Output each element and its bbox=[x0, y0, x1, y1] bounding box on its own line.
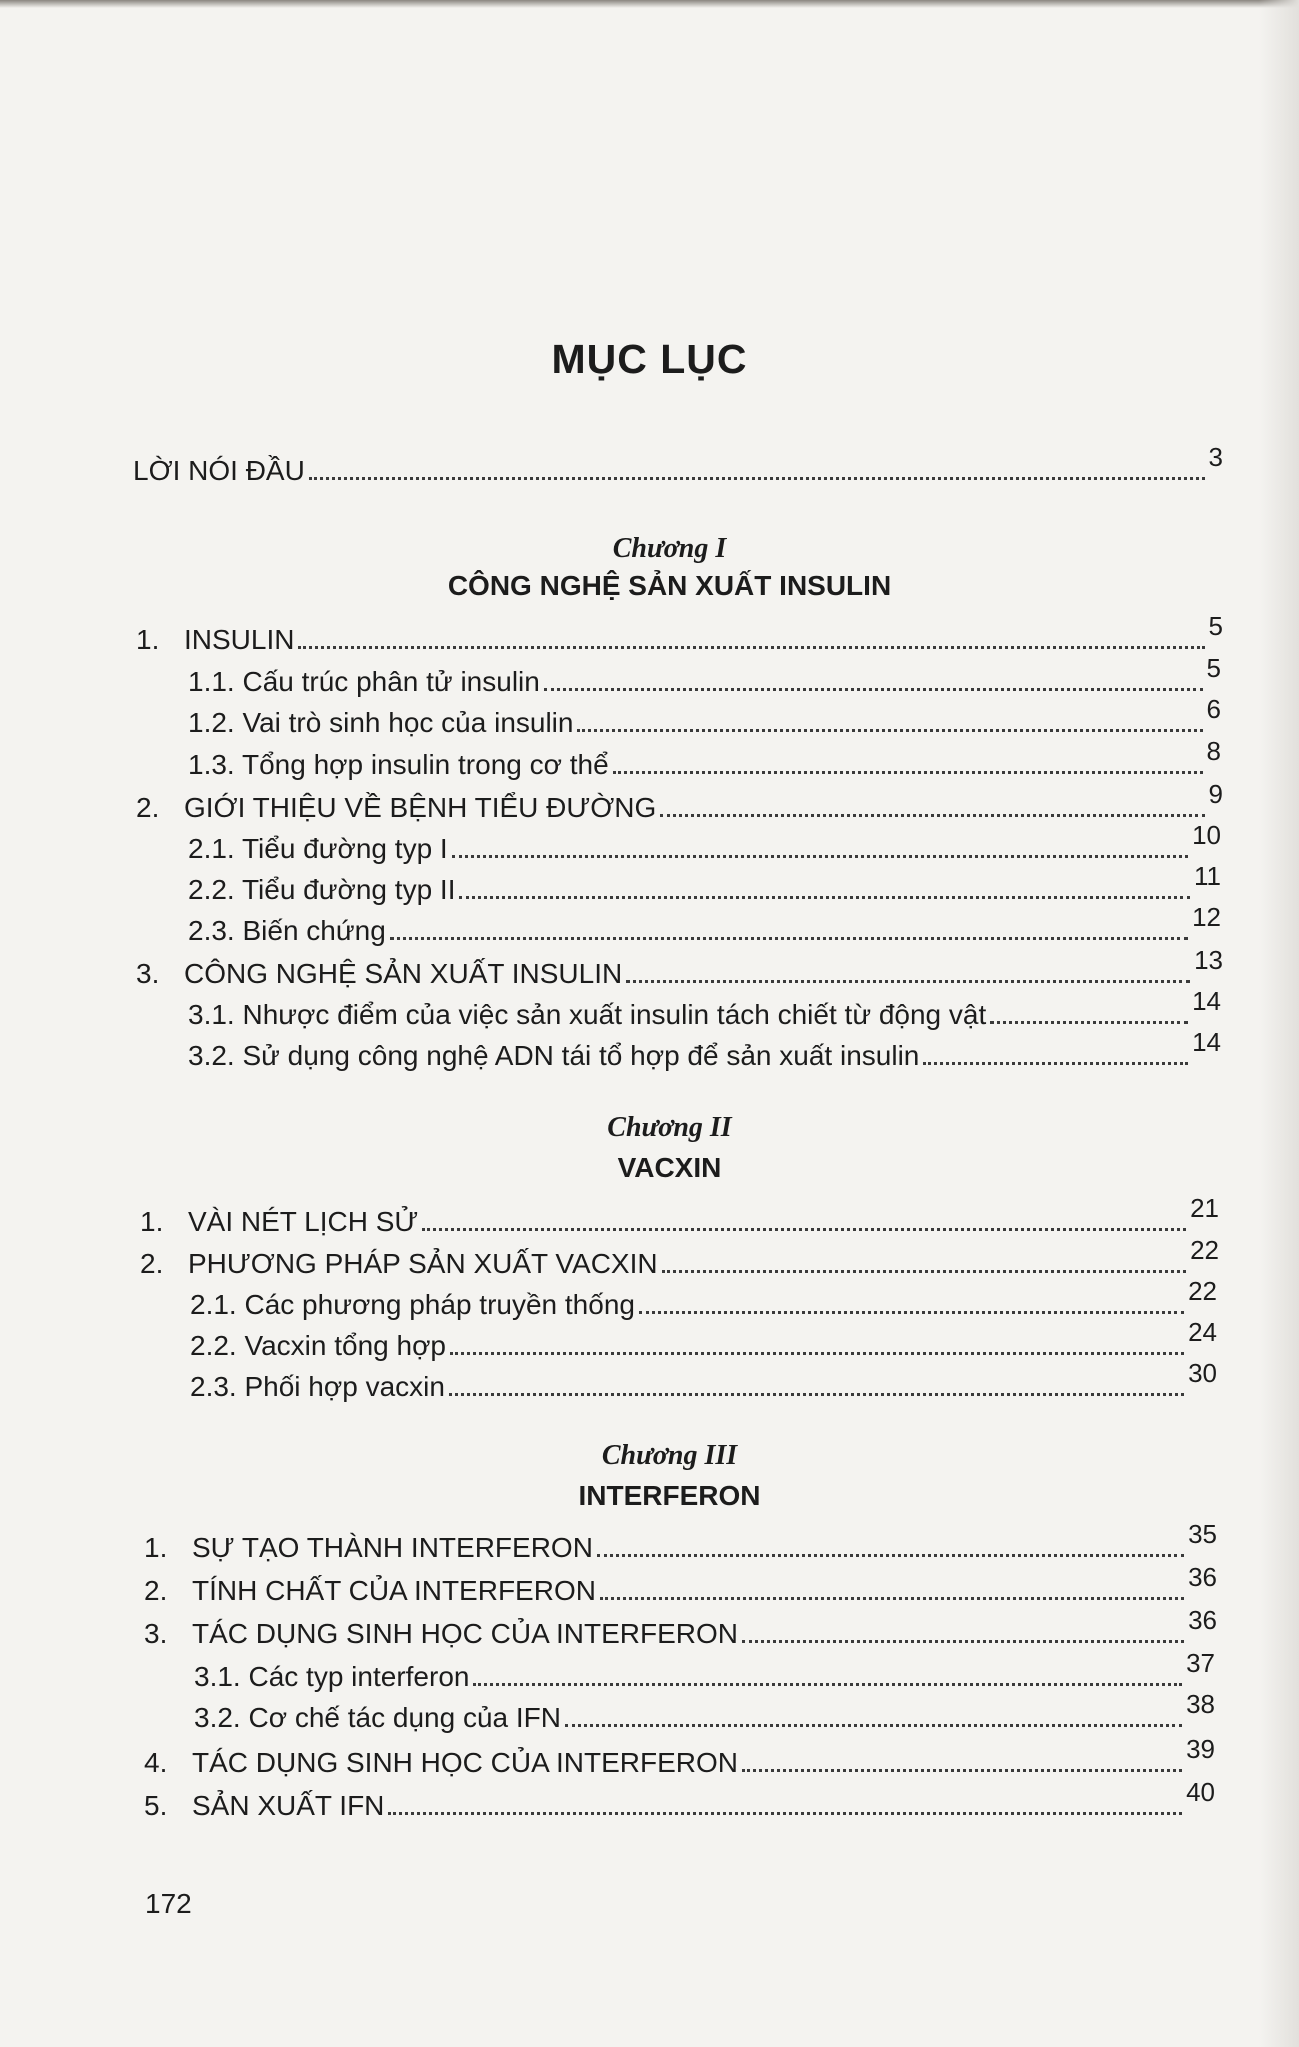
leader-dots bbox=[600, 1595, 1184, 1600]
toc-entry-number: 4. bbox=[144, 1747, 168, 1778]
toc-entry-label: 3.2. Sử dụng công nghệ ADN tái tổ hợp để sản xuất insulin bbox=[188, 1040, 920, 1071]
toc-entry-page: 37 bbox=[1186, 1648, 1215, 1678]
toc-entry-number: 5. bbox=[144, 1790, 168, 1821]
leader-dots bbox=[639, 1309, 1184, 1314]
page-title: MỤC LỤC bbox=[551, 336, 748, 382]
toc-entry-label: CÔNG NGHỆ SẢN XUẤT INSULIN bbox=[184, 958, 623, 989]
leader-dots bbox=[309, 475, 1205, 480]
leader-dots bbox=[626, 978, 1190, 983]
toc-entry-label: 2.1. Tiểu đường typ I bbox=[188, 833, 448, 864]
toc-entry-number: 3. bbox=[136, 958, 160, 989]
toc-entry bbox=[140, 1235, 1219, 1280]
toc-entry-number: 2. bbox=[140, 1248, 164, 1279]
toc-entry-label: INSULIN bbox=[184, 624, 295, 655]
toc-entry-label: TÁC DỤNG SINH HỌC CỦA INTERFERON bbox=[192, 1747, 739, 1778]
leader-dots bbox=[459, 894, 1190, 899]
toc-entry-page: 38 bbox=[1186, 1689, 1215, 1719]
chapter-title: INTERFERON bbox=[578, 1480, 761, 1511]
toc-entry bbox=[188, 1027, 1221, 1072]
page-top-shadow bbox=[0, 0, 1299, 8]
toc-entry bbox=[194, 1689, 1215, 1734]
toc-entry-label: VÀI NÉT LỊCH SỬ bbox=[188, 1206, 419, 1237]
leader-dots bbox=[613, 769, 1203, 774]
toc-entry-page: 40 bbox=[1186, 1777, 1215, 1807]
toc-entry-number: 1. bbox=[144, 1532, 168, 1563]
leader-dots bbox=[452, 853, 1188, 858]
toc-entry-label: 2.1. Các phương pháp truyền thống bbox=[190, 1289, 635, 1320]
leader-dots bbox=[990, 1019, 1188, 1024]
toc-entry-page: 21 bbox=[1190, 1193, 1219, 1223]
toc-entry-page: 14 bbox=[1192, 986, 1221, 1016]
toc-entry-page: 5 bbox=[1206, 653, 1221, 683]
leader-dots bbox=[544, 686, 1203, 691]
toc-entry-page: 22 bbox=[1188, 1276, 1217, 1306]
chapter-title: VACXIN bbox=[617, 1152, 722, 1183]
toc-entry-label: 2.3. Phối hợp vacxin bbox=[190, 1371, 445, 1402]
toc-entry bbox=[188, 861, 1221, 906]
toc-entry-label: TÍNH CHẤT CỦA INTERFERON bbox=[192, 1575, 596, 1606]
toc-entry bbox=[188, 736, 1221, 781]
toc-entry-number: 1. bbox=[140, 1206, 164, 1237]
toc-entry bbox=[144, 1605, 1217, 1650]
toc-entry bbox=[190, 1317, 1217, 1362]
toc-entry bbox=[136, 779, 1223, 824]
toc-entry bbox=[136, 611, 1223, 656]
toc-entry-label: 3.2. Cơ chế tác dụng của IFN bbox=[194, 1702, 561, 1733]
toc-entry-page: 13 bbox=[1194, 945, 1223, 975]
toc-entry bbox=[188, 986, 1221, 1031]
toc-entry-label: LỜI NÓI ĐẦU bbox=[133, 455, 305, 486]
toc-entry-page: 8 bbox=[1206, 736, 1221, 766]
leader-dots bbox=[390, 935, 1188, 940]
leader-dots bbox=[577, 727, 1202, 732]
toc-entry-page: 14 bbox=[1192, 1027, 1221, 1057]
chapter-label: Chương III bbox=[601, 1440, 738, 1471]
toc-entry bbox=[188, 820, 1221, 865]
toc-entry-label: 2.3. Biến chứng bbox=[188, 915, 386, 946]
toc-entry-label: 1.2. Vai trò sinh học của insulin bbox=[188, 707, 574, 738]
toc-entry-label: 2.2. Tiểu đường typ II bbox=[188, 874, 456, 905]
page-right-edge bbox=[1259, 0, 1299, 2047]
toc-entry-number: 3. bbox=[144, 1618, 168, 1649]
toc-entry-page: 35 bbox=[1188, 1519, 1217, 1549]
toc-entry-page: 12 bbox=[1192, 902, 1221, 932]
toc-entry-label: 1.3. Tổng hợp insulin trong cơ thể bbox=[188, 749, 609, 780]
toc-entry bbox=[144, 1519, 1217, 1564]
toc-entry-number: 2. bbox=[136, 792, 160, 823]
leader-dots bbox=[388, 1810, 1182, 1815]
toc-entry-page: 5 bbox=[1208, 611, 1223, 641]
toc-entry bbox=[136, 945, 1223, 990]
toc-entry-label: PHƯƠNG PHÁP SẢN XUẤT VACXIN bbox=[188, 1248, 658, 1279]
toc-entry-page: 10 bbox=[1192, 820, 1221, 850]
chapter-label: Chương I bbox=[612, 533, 727, 564]
toc-entry-label: SẢN XUẤT IFN bbox=[192, 1790, 385, 1821]
toc-entry-page: 9 bbox=[1208, 779, 1223, 809]
leader-dots bbox=[923, 1060, 1188, 1065]
toc-entry bbox=[188, 653, 1221, 698]
toc-entry bbox=[188, 902, 1221, 947]
toc-entry-label: 3.1. Nhược điểm của việc sản xuất insulin tách chiết từ động vật bbox=[188, 999, 987, 1030]
toc-entry bbox=[140, 1193, 1219, 1238]
toc-entry-page: 36 bbox=[1188, 1605, 1217, 1635]
toc-entry bbox=[194, 1648, 1215, 1693]
toc-entry-preface bbox=[133, 442, 1223, 487]
toc-entry-page: 36 bbox=[1188, 1562, 1217, 1592]
toc-entry bbox=[190, 1276, 1217, 1321]
toc-entry-page: 3 bbox=[1208, 442, 1223, 472]
leader-dots bbox=[449, 1391, 1184, 1396]
leader-dots bbox=[597, 1552, 1184, 1557]
leader-dots bbox=[473, 1681, 1182, 1686]
toc-entry-label: 1.1. Cấu trúc phân tử insulin bbox=[188, 666, 540, 697]
toc-entry-label: TÁC DỤNG SINH HỌC CỦA INTERFERON bbox=[192, 1618, 739, 1649]
leader-dots bbox=[450, 1350, 1184, 1355]
leader-dots bbox=[662, 1268, 1186, 1273]
toc-entry-page: 11 bbox=[1194, 861, 1221, 891]
toc-entry-number: 2. bbox=[144, 1575, 168, 1606]
toc-entry-page: 30 bbox=[1188, 1358, 1217, 1388]
toc-entry bbox=[190, 1358, 1217, 1403]
toc-entry-label: SỰ TẠO THÀNH INTERFERON bbox=[192, 1532, 593, 1563]
toc-entry-label: 2.2. Vacxin tổng hợp bbox=[190, 1330, 447, 1361]
toc-entry bbox=[144, 1734, 1215, 1779]
toc-entry-page: 6 bbox=[1206, 694, 1221, 724]
toc-entry bbox=[188, 694, 1221, 739]
toc-entry-page: 24 bbox=[1188, 1317, 1217, 1347]
chapter-label: Chương II bbox=[607, 1112, 732, 1143]
leader-dots bbox=[422, 1226, 1186, 1231]
page-number: 172 bbox=[145, 1888, 192, 1919]
leader-dots bbox=[742, 1767, 1182, 1772]
toc-entry-page: 22 bbox=[1190, 1235, 1219, 1265]
toc-entry-label: GIỚI THIỆU VỀ BỆNH TIỂU ĐƯỜNG bbox=[184, 792, 657, 823]
leader-dots bbox=[660, 812, 1204, 817]
toc-entry-number: 1. bbox=[136, 624, 160, 655]
toc-entry-page: 39 bbox=[1186, 1734, 1215, 1764]
toc-entry bbox=[144, 1777, 1215, 1822]
toc-entry-label: 3.1. Các typ interferon bbox=[194, 1661, 470, 1692]
toc-entry bbox=[144, 1562, 1217, 1607]
leader-dots bbox=[742, 1638, 1184, 1643]
leader-dots bbox=[298, 644, 1204, 649]
chapter-title: CÔNG NGHỆ SẢN XUẤT INSULIN bbox=[447, 570, 892, 601]
leader-dots bbox=[565, 1722, 1182, 1727]
